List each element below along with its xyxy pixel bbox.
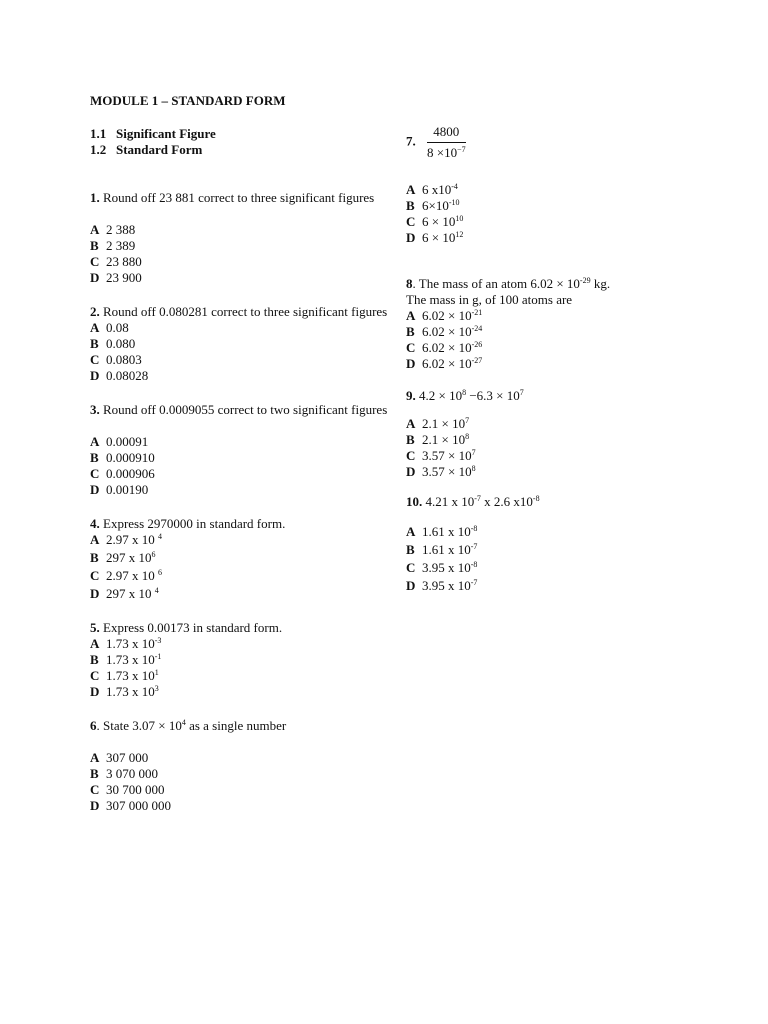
question-text: Round off 0.080281 correct to three significant figures	[103, 304, 388, 319]
options-5	[90, 636, 390, 700]
section-label: Standard Form	[116, 142, 203, 157]
fraction	[427, 124, 466, 161]
question-number: 7.	[406, 133, 416, 149]
option: D $3.57 \times 10^8$	[406, 464, 476, 479]
option: D 297 x 10 $^4$	[90, 586, 159, 601]
section-label: Significant Figure	[116, 126, 216, 141]
page-title: MODULE 1 – STANDARD FORM	[90, 93, 286, 108]
option: D $6 \times 10^{12}$	[406, 230, 464, 245]
section-number: 1.1	[90, 126, 107, 141]
option: D 1.73 x $10^3$	[90, 684, 159, 699]
question-number: 9.	[406, 388, 416, 403]
option: A 2.97 x 10 $^4$	[90, 532, 162, 547]
option: C $3.57 \times 10^7$	[406, 448, 476, 463]
option: A 0.00091	[90, 434, 149, 449]
section-number: 1.2	[90, 142, 107, 157]
option: A 1.73 x $10^{-3}$	[90, 636, 162, 651]
option: A 2 388	[90, 222, 136, 237]
option: C $6.02 \times 10^{-26}$	[406, 340, 483, 355]
question-number: 1.	[90, 190, 100, 205]
option: B 1.73 x $10^{-1}$	[90, 652, 162, 667]
option: B 0.000910	[90, 450, 155, 465]
numerator: 4800	[427, 124, 466, 143]
option: D 0.08028	[90, 368, 149, 383]
question-10: 10. 4.21 x $10^{-7}$ x 2.6 $x10^{-8}$	[406, 494, 540, 509]
question-text: Express 2970000 in standard form.	[103, 516, 286, 531]
option: D 3.95 x $10^{-7}$	[406, 578, 478, 593]
denominator: $8 \times 10^{-7}$	[427, 145, 466, 160]
question-6: 6. State $3.07 \times 10^4$ as a single number	[90, 718, 287, 733]
option: A 6 $x10^{-4}$	[406, 182, 458, 197]
right-column	[406, 124, 726, 594]
option: B 297 x $10^6$	[90, 550, 156, 565]
options-9	[406, 416, 726, 480]
question-number: 4.	[90, 516, 100, 531]
question-number: 2.	[90, 304, 100, 319]
options-8	[406, 308, 726, 372]
option: C 0.0803	[90, 352, 142, 367]
option: A 1.61 x $10^{-8}$	[406, 524, 478, 539]
question-5	[90, 620, 390, 636]
option: D 307 000 000	[90, 798, 171, 813]
option: C 3.95 x $10^{-8}$	[406, 560, 478, 575]
options-2	[90, 320, 390, 384]
option: C 30 700 000	[90, 782, 165, 797]
question-4	[90, 516, 390, 532]
question-text: Round off 23 881 correct to three significant figures	[103, 190, 375, 205]
question-number: 6	[90, 718, 97, 733]
section-heading	[90, 126, 390, 142]
question-1	[90, 190, 390, 206]
question-number: 8	[406, 276, 413, 291]
option: A $6.02 \times 10^{-21}$	[406, 308, 483, 323]
question-text: The mass in g, of 100 atoms are	[406, 292, 573, 307]
option: B 3 070 000	[90, 766, 158, 781]
options-6	[90, 750, 390, 814]
option: B 0.080	[90, 336, 136, 351]
options-1	[90, 222, 390, 286]
question-8: 8. The mass of an atom $6.02 \times 10^{-29}$ kg.	[406, 276, 611, 291]
question-7	[406, 124, 726, 164]
left-column	[90, 93, 390, 814]
question-3	[90, 402, 390, 418]
option: C 1.73 x $10^1$	[90, 668, 159, 683]
options-10	[406, 524, 726, 594]
option: D 23 900	[90, 270, 142, 285]
question-number: 5.	[90, 620, 100, 635]
option: D $6.02 \times 10^{-27}$	[406, 356, 483, 371]
option: B 1.61 x $10^{-7}$	[406, 542, 478, 557]
option: C 0.000906	[90, 466, 155, 481]
question-number: 3.	[90, 402, 100, 417]
question-9: 9. $4.2 \times 10^8 -6.3 \times 10^7$	[406, 388, 524, 403]
option: B $2.1 \times 10^8$	[406, 432, 470, 447]
option: A 307 000	[90, 750, 149, 765]
question-text: Express 0.00173 in standard form.	[103, 620, 283, 635]
options-3	[90, 434, 390, 498]
option: C 23 880	[90, 254, 142, 269]
question-text: Round off 0.0009055 correct to two significant figures	[103, 402, 388, 417]
option: A $2.1 \times 10^7$	[406, 416, 470, 431]
option: C $6 \times 10^{10}$	[406, 214, 464, 229]
option: A 0.08	[90, 320, 129, 335]
section-heading	[90, 142, 390, 158]
question-2	[90, 304, 390, 320]
options-7	[406, 182, 726, 246]
option: B 2 389	[90, 238, 136, 253]
options-4	[90, 532, 390, 602]
option: B $6\times 10^{-10}$	[406, 198, 460, 213]
option: C 2.97 x 10 $^6$	[90, 568, 162, 583]
option: D 0.00190	[90, 482, 149, 497]
option: B $6.02 \times 10^{-24}$	[406, 324, 483, 339]
question-number: 10.	[406, 494, 423, 509]
